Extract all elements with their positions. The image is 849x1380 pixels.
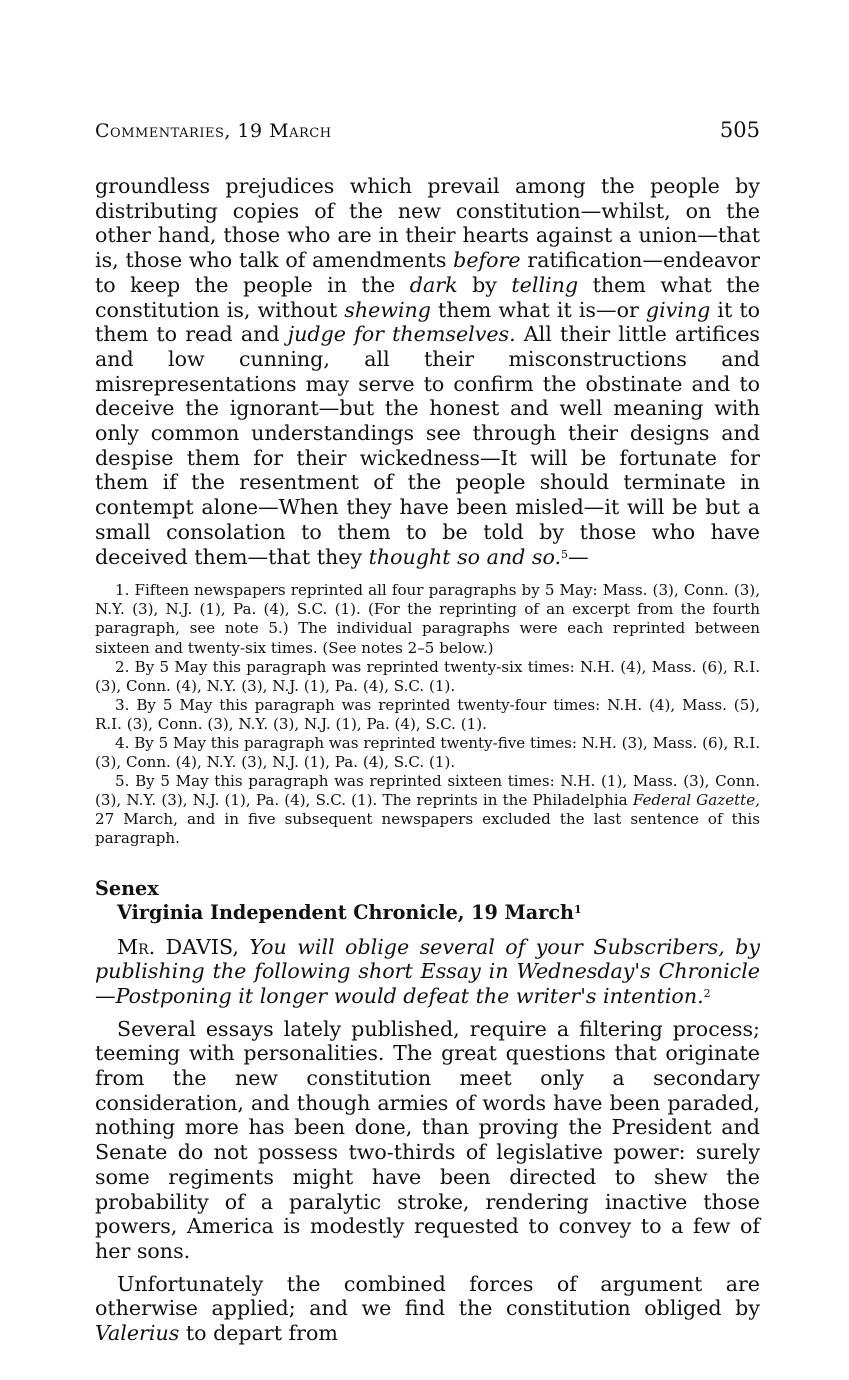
opening-paragraph — [95, 174, 760, 569]
footnote-2: 2. By 5 May this paragraph was reprinted twenty-six times: N.H. (4), Mass. (6), R.I. (3), Conn. (4), N.Y. (3), N.J. (1), Pa. (4), S.C. (1). — [95, 657, 760, 695]
section-source — [95, 901, 760, 925]
text-run: 5. By 5 May this paragraph was reprinted sixteen times: N.H. (1), Mass. (3), Conn. (3), N.Y. (3), N.J. (1), Pa. (4), S.C. (1). The reprints in the Philadelphia — [95, 772, 760, 810]
essay-paragraph-1: Several essays lately published, require a filtering process; teeming with personalities. The great questions that originate from the new constitution meet only a secondary consideration, and though armies of words have been paraded, nothing more has been done, than proving the President and Senate do not possess two-thirds of legislative power: surely some regiments might have been directed to shew the probability of a paralytic stroke, rendering inactive those powers, America is modestly requested to convey to a few of her sons. — [95, 1016, 760, 1263]
text-run: to depart from — [179, 1321, 338, 1346]
footnotes — [95, 581, 760, 848]
text-run: — — [568, 544, 589, 569]
text-run: it to them to read and — [95, 297, 761, 347]
footnote-1: 1. Fifteen newspapers reprinted all four paragraphs by 5 May: Mass. (3), Conn. (3), N.Y. (3), N.J. (1), Pa. (4), S.C. (1). (For the reprinting of an excerpt from the fourth paragraph, see note 5.) The individual paragraphs were each reprinted between sixteen and twenty-six times. (See notes 2–5 below.) — [95, 581, 760, 657]
document-page — [95, 118, 760, 1354]
footnote-ref: 1 — [573, 902, 582, 916]
text-run: All their little artifices and low cunning, all their misconstructions and misrepresentations may serve to confirm the obstinate and to deceive the ignorant—but the honest and well meaning with only common understandings see through their designs and despise them for their wickedness—It will be fortunate for them if the resentment of the people should terminate in contempt alone—When they have been misled—it will be but a small consolation to them to be told by those who have deceived them—that they — [95, 322, 760, 569]
emphasis: giving — [645, 297, 711, 322]
addressee: Mr. DAVIS, — [117, 934, 239, 959]
text-run: them what it is—or — [430, 297, 646, 322]
footnote-4: 4. By 5 May this paragraph was reprinted twenty-five times: N.H. (3), Mass. (6), R.I. (3), Conn. (4), N.Y. (3), N.J. (1), Pa. (4), S.C. (1). — [95, 734, 761, 772]
text-run: groundless prejudices which prevail among the people by distributing copies of the new constitution—whilst, on the other hand, those who are in their hearts against a union—that is, those who talk of amendments — [95, 174, 760, 273]
text-run: by — [457, 272, 512, 297]
text-run: ratification—endeavor to keep the people in the — [95, 248, 760, 297]
section-title: Senex — [95, 876, 159, 900]
footnote-ref: 2 — [703, 986, 711, 1000]
emphasis: telling — [511, 272, 579, 297]
running-head-title: Commentaries, 19 March — [95, 120, 332, 142]
emphasis: Valerius — [95, 1321, 180, 1346]
page-number: 505 — [719, 118, 760, 142]
emphasis: thought so and so. — [368, 544, 562, 569]
essay-paragraph-2 — [95, 1272, 760, 1346]
footnote-3: 3. By 5 May this paragraph was reprinted twenty-four times: N.H. (4), Mass. (5), R.I. (3), Conn. (3), N.Y. (3), N.J. (1), Pa. (4), S.C. (1). — [95, 695, 760, 733]
emphasis: You will oblige several of your Subscribers, by publishing the following short Essay in Wednesday's Chronicle—Postponing it longer would defeat the writer's intention. — [95, 934, 760, 1008]
footnote-ref: 5 — [561, 547, 569, 561]
text-run: them what the constitution is, without — [95, 272, 760, 322]
essay-lead — [95, 935, 760, 1009]
footnote-5 — [95, 772, 760, 848]
emphasis: dark — [409, 272, 458, 297]
running-head — [95, 118, 760, 152]
emphasis: judge for themselves. — [287, 322, 516, 347]
source-text: Virginia Independent Chronicle, 19 March — [117, 900, 574, 924]
emphasis: shewing — [344, 297, 431, 322]
emphasis: Federal Gazette, — [632, 791, 760, 810]
text-run: 27 March, and in five subsequent newspapers excluded the last sentence of this paragraph. — [95, 810, 760, 848]
text-run: Unfortunately the combined forces of argument are otherwise applied; and we find the constitution obliged by — [95, 1271, 760, 1321]
emphasis: before — [453, 248, 521, 273]
